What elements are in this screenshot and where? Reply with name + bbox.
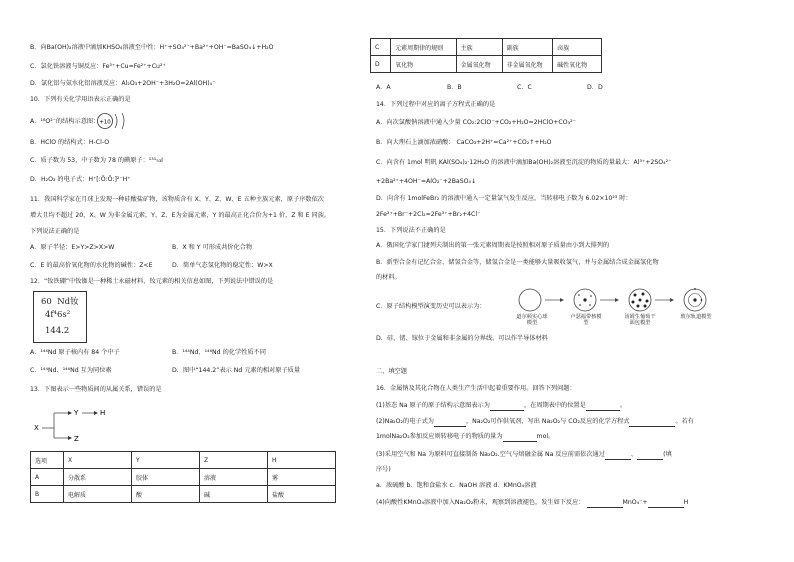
q16-part3-line2: 序号) xyxy=(376,466,391,473)
table-cell: 盐酸 xyxy=(267,486,335,503)
table-cell: 电解质 xyxy=(63,486,131,503)
q13-choice-c: C．C xyxy=(517,84,532,91)
q15-option-b-line1: B．新型合金有记忆合金、储氢合金等，储氢合金是一类能够大量吸收氢气，并与金属结合成金属氢化物 xyxy=(376,259,659,266)
diagram-x-label: X xyxy=(34,424,39,432)
q14-option-a: A．向次氯酸钠溶液中通入少量 CO₂:2ClO⁻+CO₂+H₂O=2HClO+CO₃²⁻ xyxy=(376,119,576,126)
q16-part2-text-b: ，Na₂O₂可作供氧剂，写出 Na₂O₂与 CO₂反应的化学方程式 xyxy=(465,418,630,425)
table-cell: C xyxy=(371,39,391,56)
table-cell: 金属氧化物 xyxy=(456,56,502,73)
table-row xyxy=(371,39,602,56)
table-cell: D xyxy=(371,56,391,73)
inclusion-relationship-diagram xyxy=(30,396,150,446)
q15-option-a: A．俄国化学家门捷列夫制出的第一张元素周期表是按照相对原子质量由小到大排列的 xyxy=(376,242,610,249)
table-cell: 酸 xyxy=(131,486,199,503)
q14-option-d-line1: D．向含有 1molFeBr₂ 的溶液中通入一定量氯气发生反应，当转移电子数为 6.02×10²³ 时： xyxy=(376,195,632,202)
table-cell: 元素周期律的规则 xyxy=(391,39,456,56)
q11-option-d: D．简单气态氢化物的稳定性：W>X xyxy=(172,262,273,269)
q16-part3-text-b: (填 xyxy=(663,451,672,458)
q13-options-table-continued xyxy=(370,38,602,73)
q12-option-d: D．图中“144.2”表示 Nd 元素的相对原子质量 xyxy=(172,367,301,374)
table-cell: 雾 xyxy=(267,469,335,486)
atom-structure-diagram xyxy=(94,110,134,132)
answer-blank[interactable] xyxy=(503,433,537,442)
q16-part2-text-c: 。若有 xyxy=(675,418,694,425)
table-row xyxy=(31,486,336,503)
q14-option-d-line2: 2Fe²⁺+Br⁻+2Cl₂=2Fe³⁺+Br₂+4Cl⁻ xyxy=(376,211,481,218)
diagram-h-label: H xyxy=(100,409,106,417)
neodymium-element-box xyxy=(33,291,87,343)
q16-part3-text: (3)采用空气和 Na 为原料可直接制备 Na₂O₂.空气与熔融金属 Na 反应前需依次通过 xyxy=(376,451,605,458)
q16-part2-line2 xyxy=(376,433,554,442)
q13-stem: 13．下图表示一些物质间的从属关系，错误的是 xyxy=(30,386,162,393)
q11-stem-line3: 下列说法正确的是 xyxy=(30,228,80,235)
q16-part1: (1)基态 Na 原子的原子结构示意图表示为 ，在周期表中的位置是 。 xyxy=(376,402,626,409)
table-cell: 胶体 xyxy=(131,469,199,486)
table-cell: 碱性氧化物 xyxy=(553,56,602,73)
table-cell: 溶液 xyxy=(199,469,267,486)
section-fill-in-title: 二、填空题 xyxy=(376,368,407,375)
nd-atomic-number: 60 xyxy=(41,297,52,307)
q16-part2-text-d: 1molNa₂O₂参加反应则转移电子的物质的量为 xyxy=(376,433,503,440)
q11-option-b: B．X 和 Y 可形成共价化合物 xyxy=(172,244,253,251)
answer-blank[interactable] xyxy=(605,451,631,460)
table-cell: X xyxy=(63,452,131,469)
shell-arc-1 xyxy=(115,114,117,128)
nucleus-label: +10 xyxy=(99,119,111,126)
table-cell: 氧化物 xyxy=(391,56,456,73)
model-caption-thomson: 汤姆生葡萄干面包模型 xyxy=(624,314,656,326)
q13-choice-d: D．D xyxy=(587,84,603,91)
solid-sphere-model-icon xyxy=(519,289,541,311)
table-cell: Z xyxy=(199,452,267,469)
q16-part3-line1: (3)采用空气和 Na 为原料可直接制备 Na₂O₂.空气与熔融金属 Na 反应前需依次通过 、 (填 xyxy=(376,451,672,458)
q13-options-table xyxy=(30,451,336,503)
q16-part1-text-a: (1)基态 Na 原子的原子结构示意图表示为 xyxy=(376,402,490,409)
model-caption-bohr: 玻尔轨道模型 xyxy=(680,314,712,320)
table-cell: 主族 xyxy=(456,39,502,56)
q16-part2-text-a: (2)Na₂O₂的电子式为 xyxy=(376,418,434,425)
table-cell: 分散系 xyxy=(63,469,131,486)
q16-part4-text: (4)向酸性KMnO₄溶液中加入Na₂O₂粉末，观察到溶液褪色，发生如下反应： xyxy=(376,499,585,506)
answer-blank[interactable] xyxy=(434,418,466,427)
diagram-z-label: Z xyxy=(74,435,79,443)
q12-option-c: C．¹⁴⁴Nd、¹⁴⁶Nd 互为同位素 xyxy=(30,367,112,374)
q16-part2-text-e: mol。 xyxy=(536,433,555,440)
table-cell: B xyxy=(31,486,64,503)
q16-part4-mno4: MnO₄⁻+ xyxy=(622,499,648,506)
q12-option-b: B．¹⁴⁴Nd、¹⁴⁶Nd 的化学性质不同 xyxy=(172,349,266,356)
q16-part4-h: H xyxy=(683,499,689,506)
shell-arc-2 xyxy=(122,113,124,129)
q14-option-c-line2: +2Ba²⁺+4OH⁻=AlO₂⁻+2BaSO₄↓ xyxy=(376,178,477,185)
q10-option-c: C．质子数为 53，中子数为 78 的碘原子：¹³¹₅₃I xyxy=(30,157,164,164)
answer-blank[interactable] xyxy=(648,499,684,508)
table-cell: 选项 xyxy=(31,452,64,469)
q12-stem: 12．“钕铁硼”中钕铷是一种稀土永磁材料，钕元素的相关信息如图，下列说法中错误的是 xyxy=(30,278,274,285)
nd-atomic-mass: 144.2 xyxy=(45,326,70,336)
q10-option-d: D．H₂O₂ 的电子式：H⁺[:Ö:Ö:]²⁻H⁺ xyxy=(30,176,131,183)
q15-option-c: C．原子结构模型演变历史可以表示为： xyxy=(376,303,486,310)
table-cell: H xyxy=(267,452,335,469)
answer-blank[interactable] xyxy=(490,402,524,411)
q10-option-b: B．HClO 的结构式：H-Cl-O xyxy=(30,139,110,146)
q14-option-b: B．向大理石上滴加浓硝酸： CaCO₃+2H⁺=Ca²⁺+CO₂↑+H₂O xyxy=(376,139,552,146)
model-caption-dalton: 道尔顿实心球模型 xyxy=(516,314,548,326)
atomic-model-evolution-diagram xyxy=(512,286,752,314)
table-cell: Y xyxy=(131,452,199,469)
table-header-row xyxy=(31,452,336,469)
nd-electron-config: 4f⁴6s² xyxy=(45,310,71,320)
q11-stem-line1: 11．我国科学家在月球上发现一种硅酸盐矿物，该物质含有 X、Y、Z、W、E 五种主族元素，原子序数依次 xyxy=(30,196,324,203)
q16-part2-line1 xyxy=(376,418,694,427)
table-cell: 副族 xyxy=(502,39,553,56)
q12-option-a: A．¹⁴⁴Nd 原子核内有 84 个中子 xyxy=(30,349,120,356)
q14-option-c-line1: C．向含有 1mol 明矾 KAl(SO₄)₂·12H₂O 的溶液中滴加Ba(OH)₂溶液至沉淀的物质的量最大：Al³⁺+2SO₄²⁻ xyxy=(376,159,672,166)
answer-blank[interactable] xyxy=(586,402,620,411)
table-cell: 卤族 xyxy=(553,39,602,56)
q10-stem: 10．下列有关化学用语表示正确的是 xyxy=(30,96,131,103)
q11-stem-line2: 增大且均不超过 20，X、W 为非金属元素，Y、Z、E为金属元素，Y 的最高正化合价为+1 价，Z 和 E 同族。 xyxy=(30,212,331,219)
q15-option-b-line2: 的材料。 xyxy=(376,274,401,281)
diagram-y-label: Y xyxy=(74,409,79,417)
q11-option-c: C．E 的最高价氧化物的水化物的碱性：Z<E xyxy=(30,262,153,269)
answer-blank[interactable] xyxy=(587,499,623,508)
q13-choice-b: B．B xyxy=(447,84,462,91)
q16-part1-text-b: ，在周期表中的位置是 xyxy=(523,402,586,409)
q10-option-a: A．¹⁸O²⁻的结构示意图： xyxy=(30,118,100,125)
q11-option-a: A．原子半径：E>Y>Z>X>W xyxy=(30,244,115,251)
q9-option-c: C．氯化铁溶液与铜反应：Fe³⁺+Cu=Fe²⁺+Cu²⁺ xyxy=(30,63,166,70)
table-cell: 非金属氧化物 xyxy=(502,56,553,73)
q9-option-b: B．向Ba(OH)₂溶液中滴加KHSO₄溶液至中性：H⁺+SO₄²⁻+Ba²⁺+OH⁻=BaSO₄↓+H₂O xyxy=(30,44,274,51)
table-cell: 碱 xyxy=(199,486,267,503)
nd-symbol: Nd钕 xyxy=(57,297,79,307)
q13-choice-a: A．A xyxy=(376,84,391,91)
q15-stem: 15．下列说法不正确的是 xyxy=(376,227,446,234)
q16-part3-options: a．浓硫酸 b．饱和食盐水 c．NaOH 溶液 d．KMnO₄溶液 xyxy=(376,482,537,489)
q9-option-d: D．氯化铝与氨水化铝溶液反应：Al₂O₃+2OH⁻+3H₂O=2Al(OH)₄⁻ xyxy=(30,80,216,87)
table-cell: A xyxy=(31,469,64,486)
q14-stem: 14．下列过程中对应的离子方程式正确的是 xyxy=(376,101,496,108)
model-caption-rutherford: 卢瑟福带核模型 xyxy=(570,314,602,326)
table-row xyxy=(31,469,336,486)
q16-stem: 16．金属钠及其化合物在人类生产生活中起着重要作用。回答下列问题： xyxy=(376,385,576,392)
answer-blank[interactable] xyxy=(629,418,675,427)
table-row xyxy=(371,56,602,73)
q15-option-d: D．硅、锗、镓位于金属和非金属的分界线，可以作半导体材料 xyxy=(376,335,548,342)
q16-part4 xyxy=(376,499,688,508)
answer-blank[interactable] xyxy=(637,451,663,460)
